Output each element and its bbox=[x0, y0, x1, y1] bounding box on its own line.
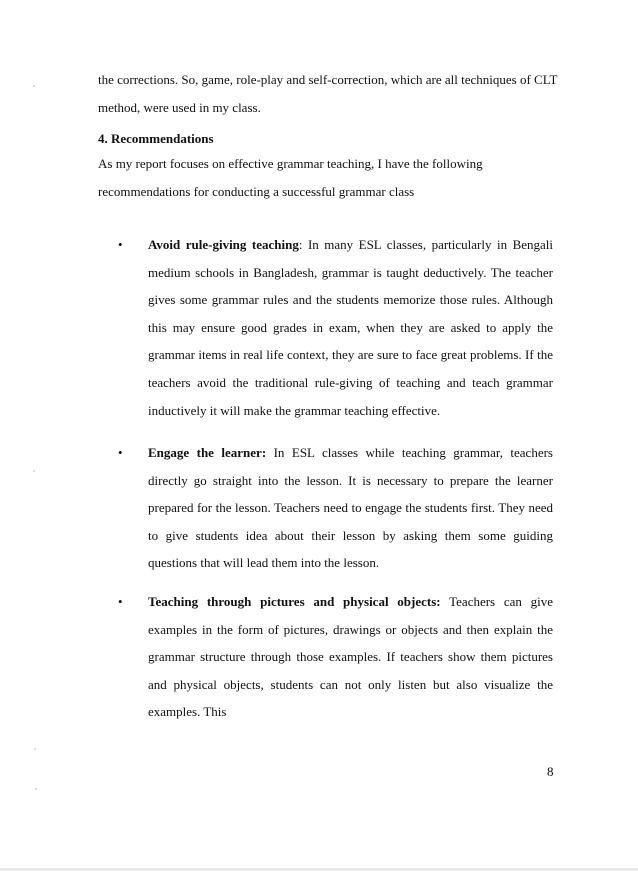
bullet-icon: • bbox=[118, 237, 123, 252]
section-intro-paragraph: As my report focuses on effective grammar teaching, I have the following recommendations for conducting a successful grammar class bbox=[98, 156, 483, 199]
bullet-title: Avoid rule-giving teaching bbox=[148, 237, 299, 252]
bullet-text: Teachers can give examples in the form of pictures, drawings or objects and then explain the grammar structure through those examples. If teachers show them pictures and physical objects, students can not only listen but also visualize the examples. This bbox=[148, 594, 553, 720]
scan-speck bbox=[33, 470, 35, 472]
scan-speck bbox=[33, 85, 35, 87]
bullet-item-pictures-objects bbox=[148, 588, 553, 726]
page-number: 8 bbox=[547, 764, 554, 779]
bullet-text: In many ESL classes, particularly in Bengali medium schools in Bangladesh, grammar is taught deductively. The teacher gives some grammar rules and the students memorize those rules. Although this may ensure good grades in exam, when they are asked to apply the grammar items in real life context, they are sure to face great problems. If the teachers avoid the traditional rule-giving of teaching and teach grammar inductively it will make the grammar teaching effective. bbox=[148, 237, 553, 418]
bullet-title: Teaching through pictures and physical objects: bbox=[148, 594, 441, 609]
bullet-title-separator: : bbox=[298, 237, 303, 252]
bullet-item-avoid-rule-giving bbox=[148, 231, 553, 424]
bullet-icon: • bbox=[118, 445, 123, 460]
section-heading: 4. Recommendations bbox=[98, 131, 214, 146]
bullet-item-engage-learner bbox=[148, 439, 553, 577]
intro-paragraph: the corrections. So, game, role-play and self-correction, which are all techniques of CLT method, were used in my class. bbox=[98, 72, 558, 115]
bullet-text: In ESL classes while teaching grammar, teachers directly go straight into the lesson. It is necessary to prepare the learner prepared for the lesson. Teachers need to engage the students first. They need to give students idea about their lesson by asking them some guiding questions that will lead them into the lesson. bbox=[148, 445, 553, 571]
scan-speck bbox=[34, 748, 36, 750]
bullet-title: Engage the learner: bbox=[148, 445, 267, 460]
bullet-icon: • bbox=[118, 594, 123, 609]
scan-speck bbox=[35, 788, 37, 790]
